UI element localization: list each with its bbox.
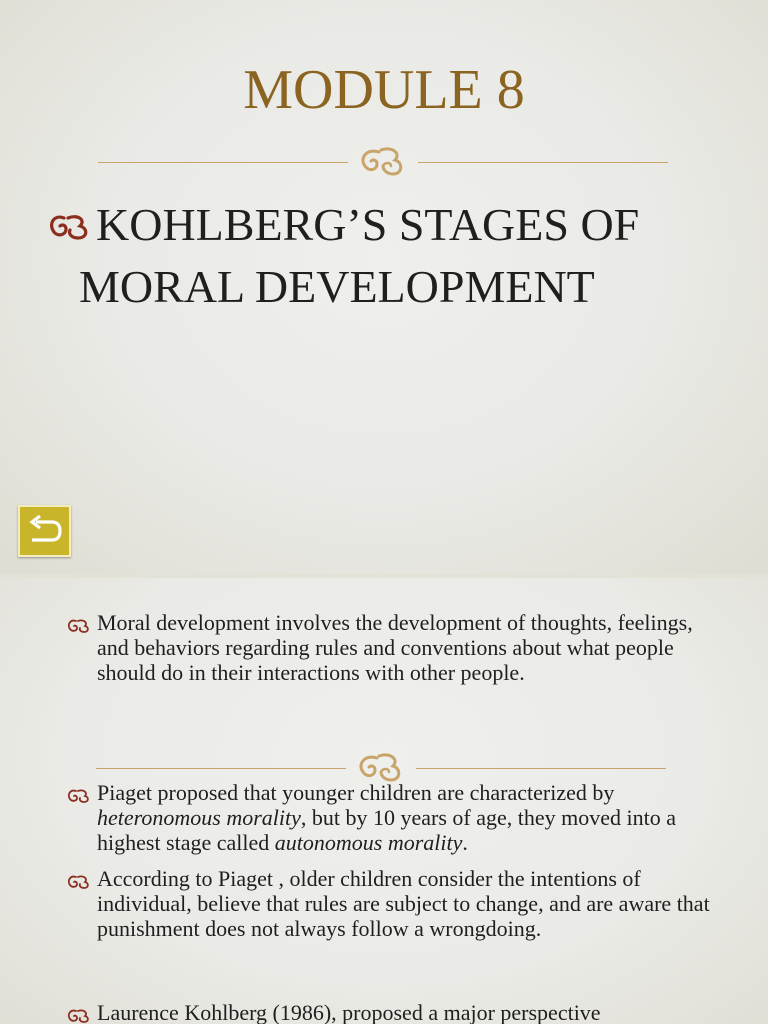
bullet-text-part: Piaget proposed that younger children are characterized by bbox=[97, 780, 615, 805]
bullet-text-part: . bbox=[462, 830, 468, 855]
fleuron-bullet-icon bbox=[66, 784, 92, 809]
subtitle-line-1: KOHLBERG’S STAGES OF bbox=[96, 199, 640, 250]
divider-line-right bbox=[416, 768, 666, 769]
fleuron-bullet-icon bbox=[66, 614, 92, 639]
fleuron-bullet-icon bbox=[66, 870, 92, 895]
term-heteronomous-morality: heteronomous morality bbox=[97, 805, 301, 830]
fleuron-bullet-icon bbox=[66, 1004, 92, 1024]
list-item bbox=[66, 1000, 737, 1024]
module-title: MODULE 8 bbox=[243, 59, 525, 121]
term-autonomous-morality: autonomous morality bbox=[274, 830, 463, 855]
bullet-text: According to Piaget , older children consider the intentions of individual, believe that rules are subject to change, and are aware that punishment does not always follow a wrongdoing. bbox=[97, 866, 710, 941]
return-button[interactable] bbox=[18, 505, 71, 557]
list-item bbox=[66, 610, 717, 685]
list-item bbox=[66, 866, 717, 941]
fleuron-bullet-icon bbox=[46, 200, 94, 258]
bullet-text-part: , but by 10 years of age, they moved into a highest stage called bbox=[97, 805, 677, 855]
divider-line-right bbox=[418, 162, 668, 163]
slide-subtitle bbox=[46, 196, 746, 316]
list-item bbox=[66, 780, 717, 855]
divider-line-left bbox=[96, 768, 346, 769]
divider-line-left bbox=[98, 162, 348, 163]
subtitle-line-2: MORAL DEVELOPMENT bbox=[79, 261, 595, 313]
bullet-text: Laurence Kohlberg (1986), proposed a major perspective bbox=[97, 1000, 601, 1024]
return-arrow-icon bbox=[26, 512, 64, 550]
fleuron-ornament-icon bbox=[353, 142, 413, 182]
content-slide bbox=[0, 578, 768, 1024]
title-ornament-divider bbox=[98, 142, 668, 182]
bullet-text: Moral development involves the development of thoughts, feelings, and behaviors regarding rules and conventions about what people should do in their interactions with other people. bbox=[97, 610, 693, 685]
